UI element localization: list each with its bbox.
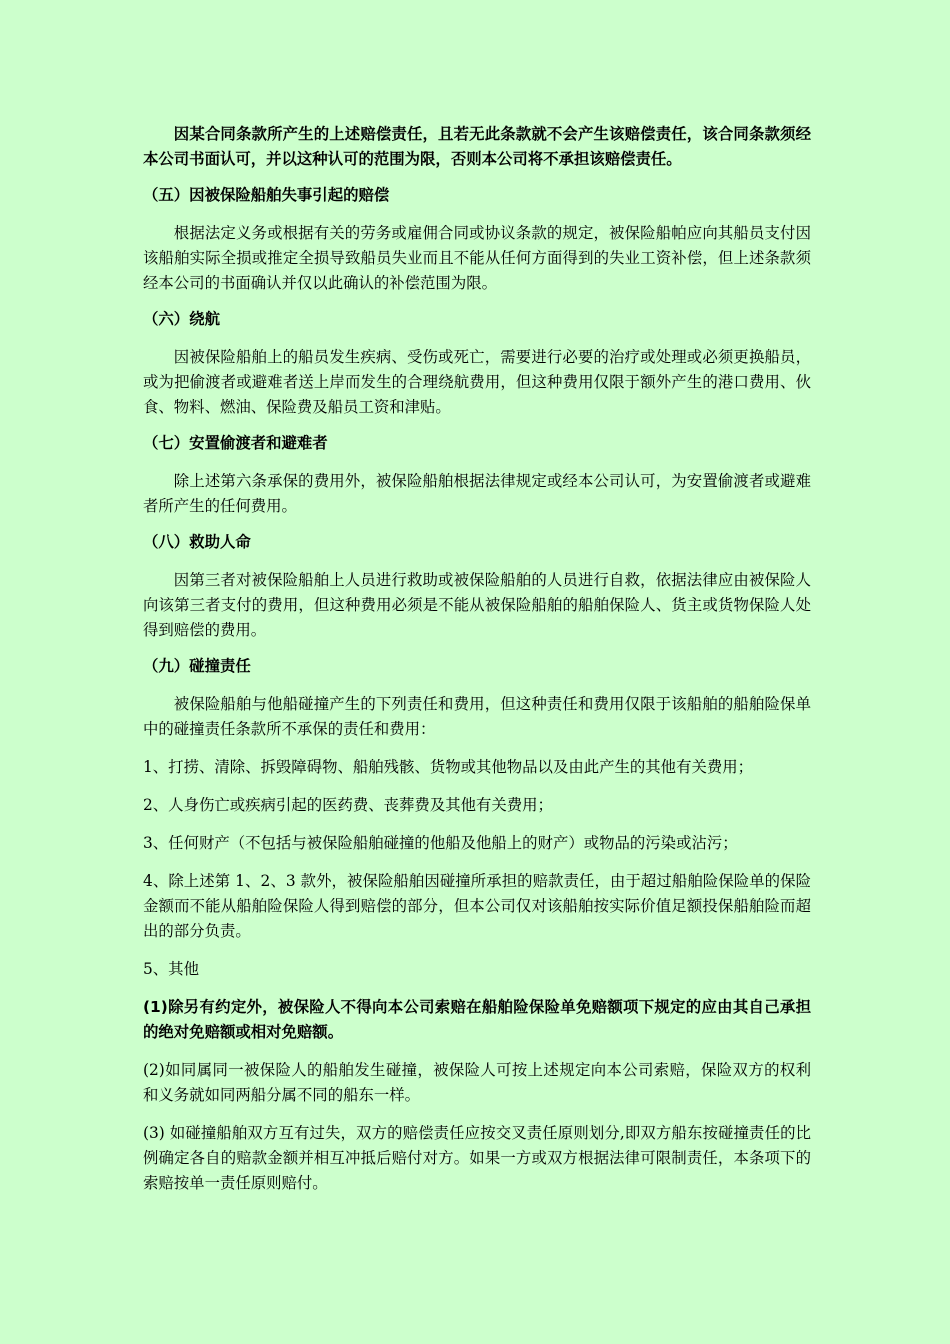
section-9-item-1: 1、打捞、清除、拆毁障碍物、船舶残骸、货物或其他物品以及由此产生的其他有关费用；: [143, 758, 754, 776]
section-5-heading: （五）因被保险船舶失事引起的赔偿: [143, 186, 390, 204]
section-9-sub-2: (2)如同属同一被保险人的船舶发生碰撞，被保险人可按上述规定向本公司索赔，保险双方的权利和义务就如同两船分属不同的船东一样。: [143, 1061, 811, 1104]
section-6-heading: （六）绕航: [143, 310, 220, 328]
section-7-heading: （七）安置偷渡者和避难者: [143, 434, 328, 452]
section-9-item-3: 3、任何财产（不包括与被保险船舶碰撞的他船及他船上的财产）或物品的污染或沾污；: [143, 834, 738, 852]
section-6-body: 因被保险船舶上的船员发生疾病、受伤或死亡，需要进行必要的治疗或处理或必须更换船员，或为把偷渡者或避难者送上岸而发生的合理绕航费用，但这种费用仅限于额外产生的港口费用、伙食、物料、燃油、保险费及船员工资和津贴。: [143, 348, 811, 416]
intro-paragraph: 因某合同条款所产生的上述赔偿责任，且若无此条款就不会产生该赔偿责任，该合同条款须经本公司书面认可，并以这种认可的范围为限，否则本公司将不承担该赔偿责任。: [143, 125, 811, 168]
section-7-body: 除上述第六条承保的费用外，被保险船舶根据法律规定或经本公司认可，为安置偷渡者或避难者所产生的任何费用。: [143, 472, 811, 515]
section-9-item-5: 5、其他: [143, 960, 199, 978]
document-page: [143, 122, 811, 1196]
section-9-heading: （九）碰撞责任: [143, 657, 251, 675]
section-9-sub-1: (1)除另有约定外，被保险人不得向本公司索赔在船舶险保险单免赔额项下规定的应由其自己承担的绝对免赔额或相对免赔额。: [143, 998, 811, 1041]
section-5-body: 根据法定义务或根据有关的劳务或雇佣合同或协议条款的规定，被保险船帕应向其船员支付因该船舶实际全损或推定全损导致船员失业而且不能从任何方面得到的失业工资补偿，但上述条款须经本公司的书面确认并仅以此确认的补偿范围为限。: [143, 224, 811, 292]
section-9-body: 被保险船舶与他船碰撞产生的下列责任和费用，但这种责任和费用仅限于该船舶的船舶险保单中的碰撞责任条款所不承保的责任和费用：: [143, 695, 811, 738]
section-8-heading: （八）救助人命: [143, 533, 251, 551]
section-9-item-2: 2、人身伤亡或疾病引起的医药费、丧葬费及其他有关费用；: [143, 796, 553, 814]
section-8-body: 因第三者对被保险船舶上人员进行救助或被保险船舶的人员进行自救，依据法律应由被保险人向该第三者支付的费用，但这种费用必须是不能从被保险船舶的船舶保险人、货主或货物保险人处得到赔偿的费用。: [143, 571, 811, 639]
section-9-sub-3: (3) 如碰撞船舶双方互有过失，双方的赔偿责任应按交叉责任原则划分,即双方船东按碰撞责任的比例确定各自的赔款金额并相互冲抵后赔付对方。如果一方或双方根据法律可限制责任，本条项下的索赔按单一责任原则赔付。: [143, 1124, 811, 1192]
section-9-item-4: 4、除上述第 1、2、3 款外，被保险船舶因碰撞所承担的赔款责任，由于超过船舶险保险单的保险金额而不能从船舶险保险人得到赔偿的部分，但本公司仅对该船舶按实际价值足额投保船舶险而超出的部分负责。: [143, 872, 811, 940]
